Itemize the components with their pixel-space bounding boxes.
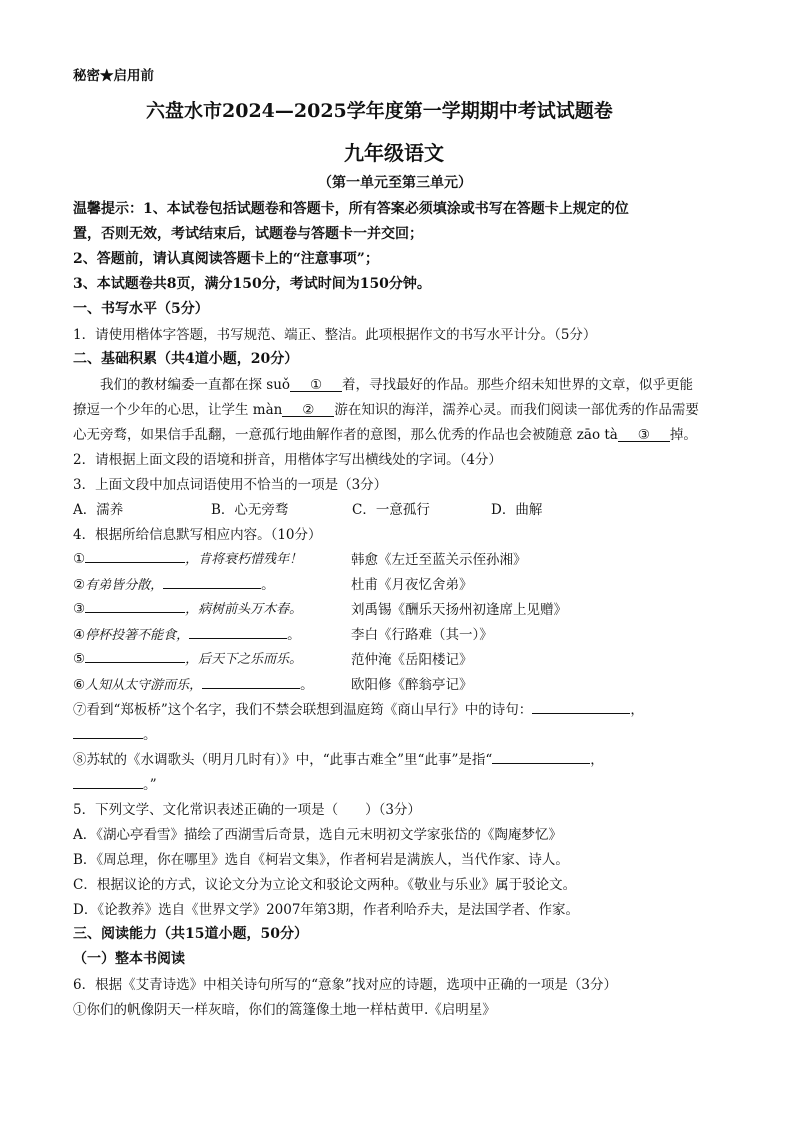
q4-source-4: 李白《行路难（其一）》 bbox=[351, 627, 493, 643]
answer-blank bbox=[85, 598, 185, 613]
item-number: ③ bbox=[73, 601, 86, 617]
blank-2-label: ② bbox=[302, 402, 315, 418]
answer-blank bbox=[85, 648, 185, 663]
item-number: ⑤ bbox=[73, 651, 86, 667]
q4-item-6: ⑥人知从太守游而乐， 。 bbox=[73, 673, 314, 693]
q3-option-c: C．一意孤行 bbox=[352, 502, 430, 518]
exam-scope: （第一单元至第三单元） bbox=[318, 175, 472, 191]
q4-source-1: 韩愈《左迁至蓝关示侄孙湘》 bbox=[351, 552, 527, 568]
q4-item-7-cont: 。 bbox=[73, 723, 157, 743]
q3-option-b: B．心无旁骛 bbox=[211, 502, 289, 518]
q4-source-2: 杜甫《月夜忆舍弟》 bbox=[351, 577, 473, 593]
poem-line: 有弟皆分散， bbox=[85, 578, 164, 593]
poem-line: ，后天下之乐而乐。 bbox=[185, 652, 303, 667]
poem-line: ，病树前头万木春。 bbox=[185, 602, 303, 617]
passage-line-1 bbox=[100, 373, 693, 393]
passage-line-3 bbox=[73, 423, 697, 443]
q5-option-b: B．《周总理，你在哪里》选自《柯岩文集》，作者柯岩是满族人，当代作家、诗人。 bbox=[73, 852, 569, 868]
passage-text: 着，寻找最好的作品。那些介绍未知世界的文章，似乎更能 bbox=[342, 377, 694, 393]
item-number: ⑥ bbox=[73, 677, 86, 693]
poem-line: 人知从太守游而乐， bbox=[85, 678, 203, 693]
q3-option-d: D．曲解 bbox=[491, 502, 543, 518]
q4-item-4: ④停杯投箸不能食， 。 bbox=[73, 623, 301, 643]
q4-item-3 bbox=[73, 598, 302, 617]
answer-blank bbox=[73, 724, 143, 739]
q4-item-7: ⑦看到“郑板桥”这个名字，我们不禁会联想到温庭筠《商山早行》中的诗句： ， bbox=[73, 698, 644, 718]
answer-blank bbox=[532, 699, 630, 714]
answer-blank bbox=[202, 674, 300, 689]
q4-item-1 bbox=[73, 548, 302, 567]
notice-line-3: 2、答题前，请认真阅读答题卡上的“注意事项”； bbox=[73, 251, 379, 267]
blank-3 bbox=[618, 427, 670, 442]
q4-source-6: 欧阳修《醉翁亭记》 bbox=[351, 677, 473, 693]
section-3-heading: 三、阅读能力（共15道小题，50分） bbox=[73, 926, 308, 942]
q5-option-c: C．根据议论的方式，议论文分为立论文和驳论文两种。《敬业与乐业》属于驳论文。 bbox=[73, 877, 577, 893]
notice-line-4: 3、本试题卷共8页，满分150分，考试时间为150分钟。 bbox=[73, 276, 431, 292]
q3-option-a: A．濡养 bbox=[73, 502, 124, 518]
item-number: ④ bbox=[73, 627, 86, 643]
question-3: 3．上面文段中加点词语使用不恰当的一项是（3分） bbox=[73, 477, 388, 493]
answer-blank bbox=[189, 624, 287, 639]
exam-title: 六盘水市2024—2025学年度第一学期期中考试试题卷 bbox=[146, 100, 613, 122]
poem-line: ，肯将衰朽惜残年！ bbox=[185, 552, 303, 567]
passage-text: 游在知识的海洋，濡养心灵。而我们阅读一部优秀的作品需要 bbox=[334, 402, 699, 418]
blank-2 bbox=[282, 402, 334, 417]
passage-text: 掉。 bbox=[669, 427, 697, 443]
blank-1-label: ① bbox=[309, 377, 323, 393]
secret-label: 秘密★启用前 bbox=[73, 68, 154, 84]
q5-option-a: A．《湖心亭看雪》描绘了西湖雪后奇景，选自元末明初文学家张岱的《陶庵梦忆》 bbox=[73, 827, 562, 843]
item-text: ⑧苏轼的《水调歌头（明月几时有）》中，“此事古难全”里“此事”是指“ bbox=[73, 752, 493, 768]
q4-item-8: ⑧苏轼的《水调歌头（明月几时有）》中，“此事古难全”里“此事”是指“ ， bbox=[73, 748, 604, 768]
item-number: ① bbox=[73, 551, 86, 567]
question-5: 5．下列文学、文化常识表述正确的一项是（ ）（3分） bbox=[73, 802, 421, 818]
question-4: 4．根据所给信息默写相应内容。（10分） bbox=[73, 527, 322, 543]
passage-text: 心无旁骛，如果信手乱翻，一意孤行地曲解作者的意图，那么优秀的作品也会被随意 zāo tà bbox=[73, 427, 618, 443]
q4-source-3: 刘禹锡《酬乐天扬州初逢席上见赠》 bbox=[351, 602, 567, 618]
question-2: 2．请根据上面文段的语境和拼音，用楷体字写出横线处的字词。（4分） bbox=[73, 452, 502, 468]
answer-blank bbox=[73, 774, 143, 789]
q5-option-d: D．《论教养》选自《世界文学》2007年第3期，作者利哈乔夫，是法国学者、作家。 bbox=[73, 902, 580, 918]
exam-subject: 九年级语文 bbox=[344, 141, 444, 165]
answer-blank bbox=[163, 574, 261, 589]
q6-item-1: ①你们的帆像阴天一样灰暗，你们的篙篷像土地一样枯黄甲.《启明星》 bbox=[73, 1002, 496, 1018]
notice-line-1: 温馨提示：1、本试卷包括试题卷和答题卡，所有答案必须填涂或书写在答题卡上规定的位 bbox=[73, 201, 629, 217]
passage-line-2 bbox=[73, 398, 699, 418]
poem-line: 停杯投箸不能食， bbox=[85, 628, 190, 643]
item-text: ⑦看到“郑板桥”这个名字，我们不禁会联想到温庭筠《商山早行》中的诗句： bbox=[73, 702, 533, 718]
item-number: ② bbox=[73, 577, 86, 593]
q4-item-5 bbox=[73, 648, 302, 667]
notice-line-2: 置，否则无效，考试结束后，试题卷与答题卡一并交回； bbox=[73, 226, 423, 242]
section-1-heading: 一、书写水平（5分） bbox=[73, 301, 209, 317]
passage-text: 撩逗一个少年的心思，让学生 màn bbox=[73, 402, 283, 418]
blank-3-label: ③ bbox=[637, 427, 650, 443]
passage-text: 我们的教材编委一直都在探 suǒ bbox=[100, 377, 291, 393]
section-3-sub-1: （一）整本书阅读 bbox=[73, 951, 185, 967]
blank-1 bbox=[290, 377, 342, 392]
q4-item-8-cont: 。” bbox=[73, 773, 157, 793]
q4-item-2: ②有弟皆分散， 。 bbox=[73, 573, 275, 593]
answer-blank bbox=[492, 749, 590, 764]
answer-blank bbox=[85, 548, 185, 563]
q4-source-5: 范仲淹《岳阳楼记》 bbox=[351, 652, 473, 668]
question-6: 6．根据《艾青诗选》中相关诗句所写的“意象”找对应的诗题，选项中正确的一项是（3分） bbox=[73, 977, 617, 993]
section-2-heading: 二、基础积累（共4道小题，20分） bbox=[73, 351, 299, 367]
question-1: 1．请使用楷体字答题，书写规范、端正、整洁。此项根据作文的书写水平计分。（5分） bbox=[73, 327, 597, 343]
